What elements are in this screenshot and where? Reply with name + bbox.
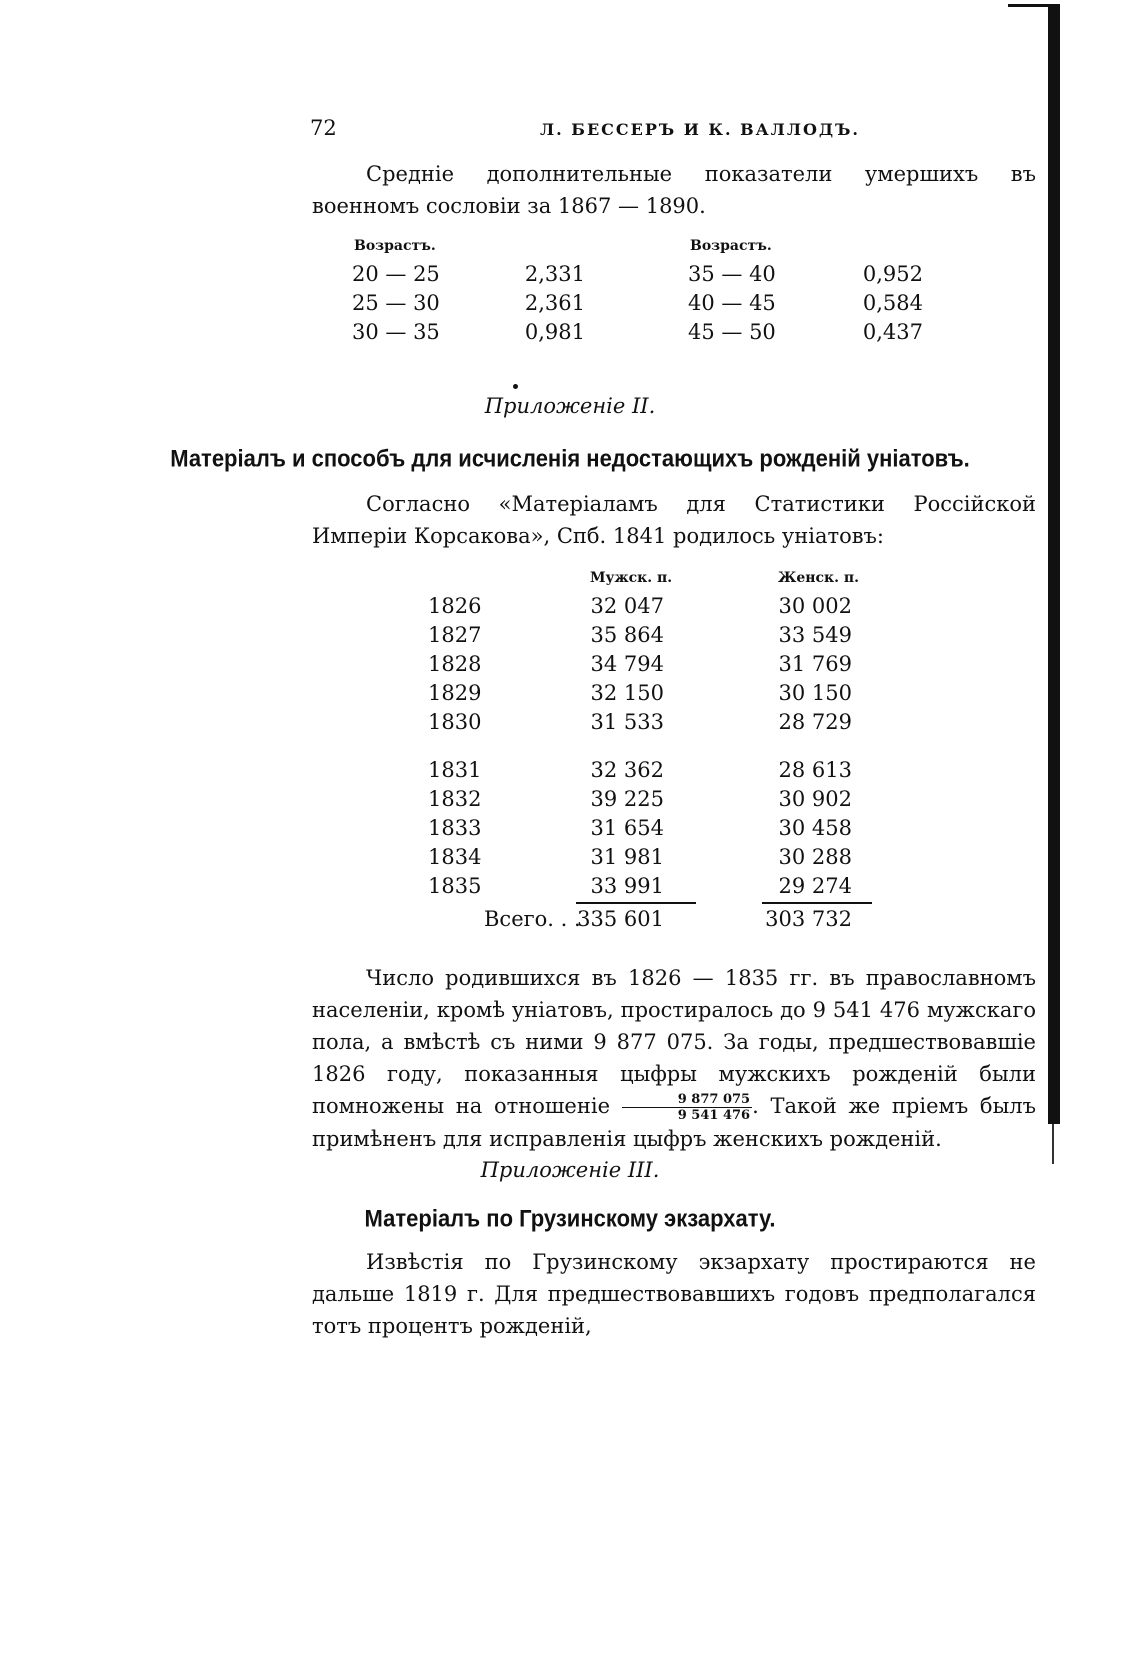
appendix-3-label: Приложеніе III. bbox=[480, 1158, 660, 1182]
female-cell: 31 769 bbox=[778, 652, 852, 676]
appendix-2-label: Приложеніе II. bbox=[484, 394, 656, 418]
female-cell: 30 458 bbox=[778, 816, 852, 840]
ink-speck bbox=[513, 384, 518, 389]
year-cell: 1833 bbox=[428, 816, 482, 840]
female-cell: 33 549 bbox=[778, 623, 852, 647]
female-cell: 30 002 bbox=[778, 594, 852, 618]
female-cell: 30 288 bbox=[778, 845, 852, 869]
appendix-2-text: Согласно «Матеріаламъ для Статистики Россійской Имперіи Корсакова», Спб. 1841 родилось уніатовъ: bbox=[312, 492, 1036, 548]
age-value: 0,584 bbox=[862, 291, 923, 315]
male-cell: 34 794 bbox=[590, 652, 664, 676]
male-cell: 31 654 bbox=[590, 816, 664, 840]
year-cell: 1831 bbox=[428, 758, 482, 782]
female-cell: 28 613 bbox=[778, 758, 852, 782]
female-sum-rule bbox=[762, 902, 872, 904]
male-cell: 32 362 bbox=[590, 758, 664, 782]
paragraph-text-before: Число родившихся въ 1826 — 1835 гг. въ православномъ населеніи, кромѣ уніатовъ, простиралось до 9 541 476 мужскаго пола, а вмѣстѣ съ ними 9 877 075. За годы, предшествовавшіе 1826 году, показанныя цыфры мужскихъ рожденій были помножены на отношеніе bbox=[312, 966, 1036, 1118]
year-cell: 1829 bbox=[428, 681, 482, 705]
ratio-fraction bbox=[622, 1092, 752, 1123]
male-sum-rule bbox=[576, 902, 696, 904]
running-title: Л. БЕССЕРЪ И К. ВАЛЛОДЪ. bbox=[540, 120, 860, 139]
page-edge-bar bbox=[1048, 4, 1060, 1124]
male-cell: 32 047 bbox=[590, 594, 664, 618]
age-range: 30 — 35 bbox=[352, 320, 440, 344]
age-range: 35 — 40 bbox=[688, 262, 776, 286]
paragraph-births-count bbox=[312, 962, 1036, 1155]
total-female: 303 732 bbox=[765, 907, 852, 931]
year-cell: 1830 bbox=[428, 710, 482, 734]
age-range: 25 — 30 bbox=[352, 291, 440, 315]
age-value: 0,981 bbox=[524, 320, 585, 344]
age-value: 2,331 bbox=[524, 262, 585, 286]
male-cell: 32 150 bbox=[590, 681, 664, 705]
paragraph-text-after: . Такой же пріемъ былъ примѣненъ для исправленія цыфръ женскихъ рожденій. bbox=[312, 1094, 1036, 1151]
appendix-2-title: Матеріалъ и способъ для исчисленія недостающихъ рожденій уніатовъ. bbox=[170, 444, 970, 472]
age-value: 2,361 bbox=[524, 291, 585, 315]
year-cell: 1835 bbox=[428, 874, 482, 898]
year-cell: 1827 bbox=[428, 623, 482, 647]
female-cell: 28 729 bbox=[778, 710, 852, 734]
male-col-label: Мужск. п. bbox=[590, 570, 673, 586]
intro-text: Средніе дополнительные показатели умершихъ въ военномъ сословіи за 1867 — 1890. bbox=[312, 162, 1036, 218]
female-cell: 30 902 bbox=[778, 787, 852, 811]
total-male: 335 601 bbox=[577, 907, 664, 931]
year-cell: 1832 bbox=[428, 787, 482, 811]
age-col-label-left: Возрастъ. bbox=[354, 238, 436, 254]
appendix-3-title: Матеріалъ по Грузинскому экзархату. bbox=[364, 1204, 776, 1232]
age-value: 0,952 bbox=[862, 262, 923, 286]
female-col-label: Женск. п. bbox=[778, 570, 860, 586]
age-col-label-right: Возрастъ. bbox=[690, 238, 772, 254]
age-range: 20 — 25 bbox=[352, 262, 440, 286]
year-cell: 1828 bbox=[428, 652, 482, 676]
page-number: 72 bbox=[310, 116, 337, 140]
age-range: 45 — 50 bbox=[688, 320, 776, 344]
male-cell: 31 981 bbox=[590, 845, 664, 869]
year-cell: 1834 bbox=[428, 845, 482, 869]
appendix-3-text: Извѣстія по Грузинскому экзархату простираются не дальше 1819 г. Для предшествовавшихъ годовъ предполагался тотъ процентъ рожденій, bbox=[312, 1250, 1036, 1338]
male-cell: 33 991 bbox=[590, 874, 664, 898]
age-range: 40 — 45 bbox=[688, 291, 776, 315]
female-cell: 30 150 bbox=[778, 681, 852, 705]
fraction-denominator: 9 541 476 bbox=[677, 1108, 751, 1123]
male-cell: 31 533 bbox=[590, 710, 664, 734]
year-cell: 1826 bbox=[428, 594, 482, 618]
age-value: 0,437 bbox=[862, 320, 923, 344]
female-cell: 29 274 bbox=[778, 874, 852, 898]
fraction-numerator: 9 877 075 bbox=[622, 1092, 752, 1108]
male-cell: 39 225 bbox=[590, 787, 664, 811]
total-label: Всего. . . bbox=[484, 907, 581, 931]
male-cell: 35 864 bbox=[590, 623, 664, 647]
